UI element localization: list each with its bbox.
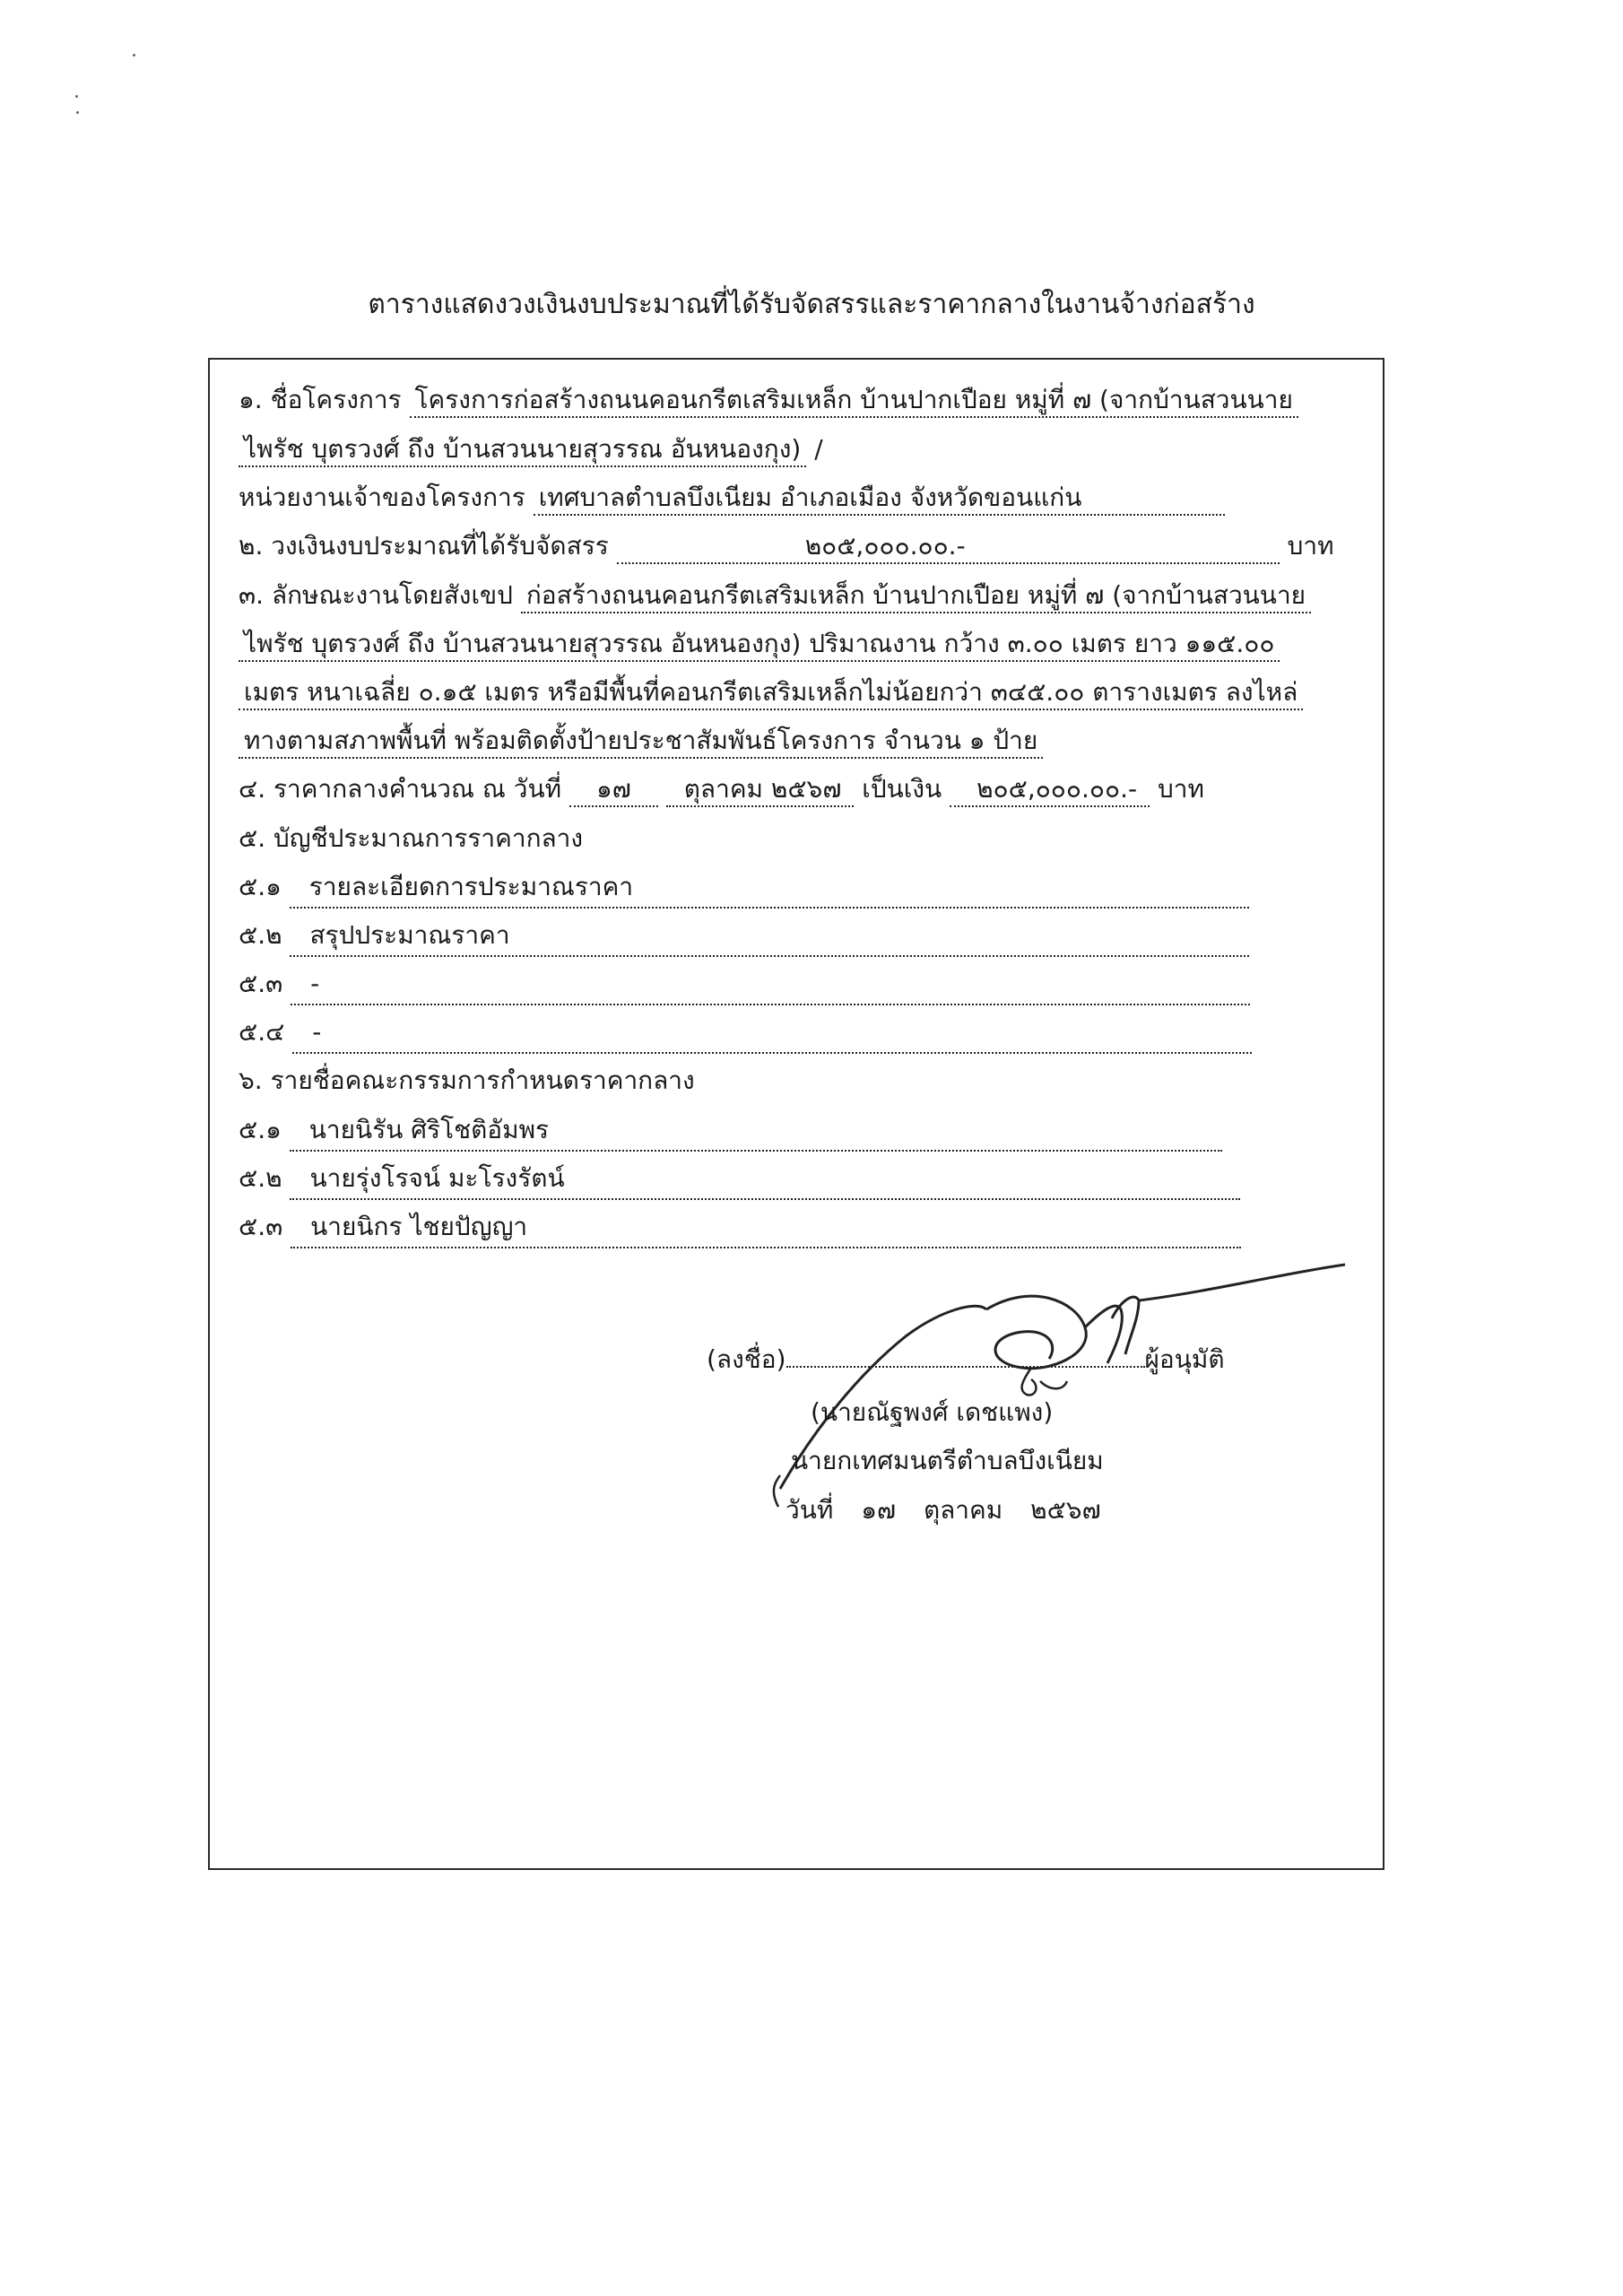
- committee-member-row: [239, 1161, 1240, 1200]
- approval-sign-label: (ลงชื่อ): [707, 1344, 786, 1374]
- work-description-row-3: [239, 674, 1303, 710]
- work-description-row-4: [239, 723, 1043, 759]
- median-price-unit: บาท: [1157, 774, 1204, 804]
- approval-date-year: ๒๕๖๗: [1030, 1495, 1101, 1525]
- budget-row: [239, 528, 1334, 564]
- committee-member-name: นายนิกร ไชยปัญญา: [291, 1209, 1241, 1248]
- budget-value: ๒๐๕,๐๐๐.๐๐.-: [617, 531, 1280, 564]
- check-mark: /: [814, 434, 823, 464]
- approval-date-day: ๑๗: [861, 1495, 897, 1525]
- median-price-row: [239, 771, 1204, 807]
- price-estimate-row-number: ๕.๓: [239, 969, 283, 998]
- work-description-line-3: เมตร หนาเฉลี่ย ๐.๑๕ เมตร หรือมีพื้นที่คอนกรีตเสริมเหล็กไม่น้อยกว่า ๓๔๕.๐๐ ตารางเมตร ลงไหล่: [239, 677, 1303, 710]
- approval-date: [785, 1492, 1101, 1528]
- approval-role: ผู้อนุมัติ: [1144, 1344, 1225, 1374]
- committee-member-row: [239, 1112, 1222, 1152]
- median-price-day: ๑๗: [569, 774, 658, 807]
- price-estimate-row-number: ๕.๔: [239, 1017, 285, 1047]
- approval-date-label: วันที่: [785, 1495, 834, 1525]
- work-description-line-2: ไพรัช บุตรวงศ์ ถึง บ้านสวนนายสุวรรณ อันหนองกุง) ปริมาณงาน กว้าง ๓.๐๐ เมตร ยาว ๑๑๕.๐๐: [239, 629, 1280, 662]
- price-estimate-row-number: ๕.๒: [239, 920, 282, 950]
- work-description-label: ๓. ลักษณะงานโดยสังเขป: [239, 580, 513, 610]
- signature-dotted-line: [786, 1344, 1145, 1368]
- price-estimate-row: [239, 918, 1249, 957]
- price-estimate-row-text: -: [292, 1014, 1252, 1054]
- price-estimate-row: [239, 869, 1249, 909]
- project-name-value-2: ไพรัช บุตรวงศ์ ถึง บ้านสวนนายสุวรรณ อันหนองกุง): [239, 434, 806, 467]
- project-name-value: โครงการก่อสร้างถนนคอนกรีตเสริมเหล็ก บ้านปากเปือย หมู่ที่ ๗ (จากบ้านสวนนาย: [410, 385, 1298, 418]
- project-owner-label: หน่วยงานเจ้าของโครงการ: [239, 483, 525, 512]
- work-description-row: [239, 578, 1311, 613]
- price-estimate-row: [239, 1014, 1252, 1054]
- work-description-line-4: ทางตามสภาพพื้นที่ พร้อมติดตั้งป้ายประชาสัมพันธ์โครงการ จำนวน ๑ ป้าย: [239, 726, 1043, 759]
- approver-position: นายกเทศมนตรีตำบลบึงเนียม: [791, 1446, 1104, 1475]
- work-description-row-2: [239, 626, 1280, 662]
- price-estimate-row-text: -: [291, 966, 1250, 1005]
- median-price-amount: ๒๐๕,๐๐๐.๐๐.-: [950, 774, 1150, 807]
- project-name-label: ๑. ชื่อโครงการ: [239, 385, 402, 414]
- price-estimate-row-text: สรุปประมาณราคา: [290, 918, 1249, 957]
- price-estimate-row-text: รายละเอียดการประมาณราคา: [290, 869, 1249, 909]
- approval-date-month: ตุลาคม: [923, 1495, 1003, 1525]
- committee-member-number: ๕.๑: [239, 1115, 282, 1144]
- approver-name: (นายณัฐพงศ์ เดชแพง): [811, 1397, 1054, 1427]
- committee-member-name: นายนิรัน ศิริโชติอัมพร: [290, 1112, 1222, 1152]
- project-owner-value: เทศบาลตำบลบึงเนียม อำเภอเมือง จังหวัดขอนแก่น: [534, 483, 1226, 516]
- document-title: ตารางแสดงวงเงินงบประมาณที่ได้รับจัดสรรและราคากลางในงานจ้างก่อสร้าง: [368, 289, 1255, 320]
- committee-member-number: ๕.๓: [239, 1212, 283, 1241]
- work-description-line-1: ก่อสร้างถนนคอนกรีตเสริมเหล็ก บ้านปากเปือย หมู่ที่ ๗ (จากบ้านสวนนาย: [521, 580, 1311, 613]
- approval-sign-row: [707, 1342, 1225, 1378]
- median-price-amount-label: เป็นเงิน: [862, 774, 942, 804]
- project-name-row: [239, 382, 1298, 418]
- median-price-month-year: ตุลาคม ๒๕๖๗: [666, 774, 855, 807]
- committee-member-row: [239, 1209, 1241, 1248]
- committee-member-name: นายรุ่งโรจน์ มะโรงรัตน์: [290, 1161, 1240, 1200]
- price-estimate-row-number: ๕.๑: [239, 872, 282, 901]
- scan-speck: [75, 95, 78, 98]
- project-owner-row: [239, 480, 1225, 516]
- project-name-row-2: [239, 431, 823, 467]
- scan-speck: [76, 111, 79, 114]
- committee-heading: ๖. รายชื่อคณะกรรมการกำหนดราคากลาง: [239, 1065, 695, 1095]
- budget-unit: บาท: [1287, 531, 1334, 561]
- scan-speck: [133, 54, 135, 57]
- price-estimate-heading: ๕. บัญชีประมาณการราคากลาง: [239, 823, 584, 853]
- budget-label: ๒. วงเงินงบประมาณที่ได้รับจัดสรร: [239, 531, 609, 561]
- price-estimate-row: [239, 966, 1250, 1005]
- committee-member-number: ๕.๒: [239, 1163, 282, 1193]
- median-price-label: ๔. ราคากลางคำนวณ ณ วันที่: [239, 774, 562, 804]
